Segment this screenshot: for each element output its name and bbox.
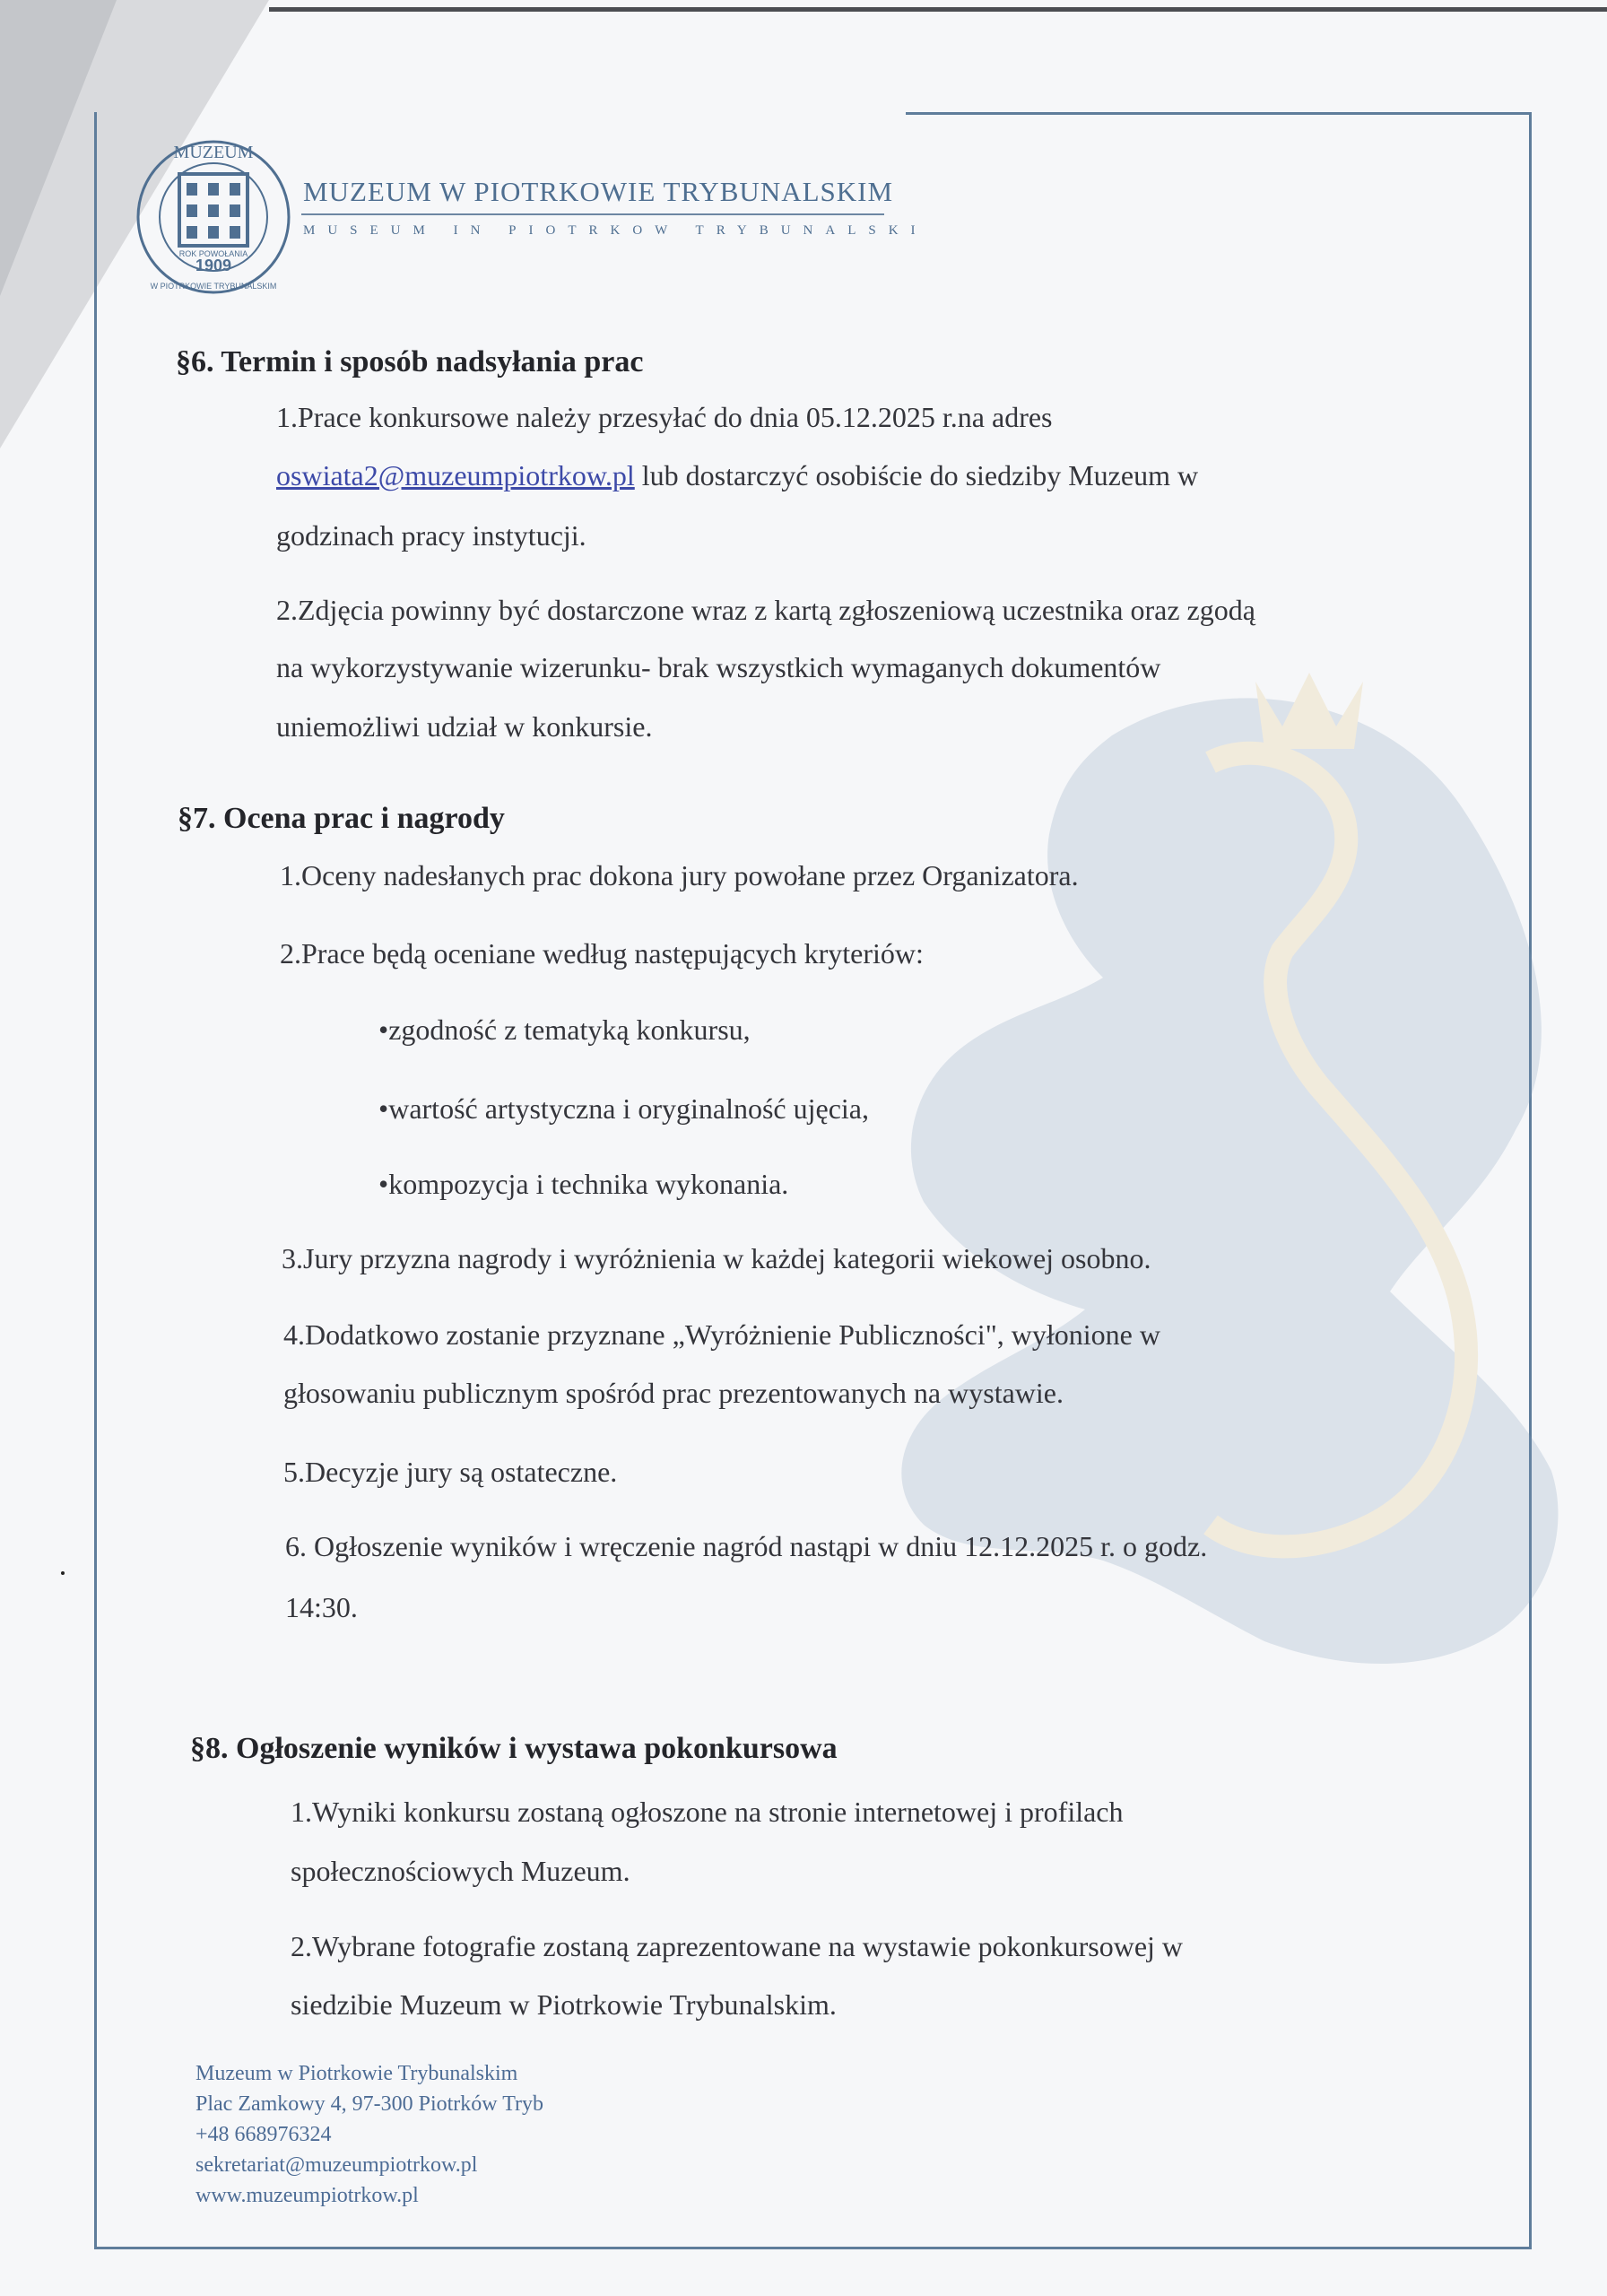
section7-p3: 3.Jury przyzna nagrody i wyróżnienia w każdej kategorii wiekowej osobno. bbox=[282, 1242, 1151, 1274]
section7-heading: §7. Ocena prac i nagrody bbox=[178, 802, 505, 835]
section7-p5: 5.Decyzje jury są ostateczne. bbox=[283, 1456, 618, 1488]
section7-p6-line1: 6. Ogłoszenie wyników i wręczenie nagród nastąpi w dniu 12.12.2025 r. o godz. bbox=[285, 1530, 1208, 1562]
footer-phone: +48 668976324 bbox=[195, 2123, 332, 2146]
section6-p2-line2: na wykorzystywanie wizerunku- brak wszystkich wymaganych dokumentów bbox=[276, 651, 1161, 683]
museum-logo-icon bbox=[133, 136, 294, 298]
section6-p1-line2 bbox=[276, 457, 1198, 493]
section7-p6-line2: 14:30. bbox=[285, 1591, 358, 1623]
section8-p2-line2: siedzibie Muzeum w Piotrkowie Trybunalskim. bbox=[291, 1988, 837, 2021]
museum-subtitle: MUSEUM IN PIOTRKOW TRYBUNALSKI bbox=[303, 223, 928, 238]
email-link[interactable]: oswiata2@muzeumpiotrkow.pl bbox=[276, 459, 635, 491]
footer-website[interactable]: www.muzeumpiotrkow.pl bbox=[195, 2184, 419, 2207]
section8-p2-line1: 2.Wybrane fotografie zostaną zaprezentowane na wystawie pokonkursowej w bbox=[291, 1930, 1184, 1962]
logo-top-text: MUZEUM bbox=[173, 143, 254, 162]
section8-p1-line1: 1.Wyniki konkursu zostaną ogłoszone na stronie internetowej i profilach bbox=[291, 1796, 1124, 1828]
scan-top-edge bbox=[269, 7, 1607, 12]
section7-bullet-1: •zgodność z tematyką konkursu, bbox=[378, 1013, 751, 1046]
museum-title: MUZEUM W PIOTRKOWIE TRYBUNALSKIM bbox=[303, 176, 894, 207]
section7-bullet-3: •kompozycja i technika wykonania. bbox=[378, 1168, 789, 1200]
logo-year: 1909 bbox=[195, 257, 232, 274]
section7-p4-line1: 4.Dodatkowo zostanie przyznane „Wyróżnienie Publiczności", wyłonione w bbox=[283, 1318, 1160, 1351]
logo-small-text: ROK POWOŁANIA bbox=[178, 249, 248, 258]
section7-p1: 1.Oceny nadesłanych prac dokona jury powołane przez Organizatora. bbox=[280, 859, 1079, 891]
footer-contact bbox=[195, 2058, 543, 2211]
section6-p1-line1: 1.Prace konkursowe należy przesyłać do dnia 05.12.2025 r.na adres bbox=[276, 401, 1053, 433]
scan-speck bbox=[61, 1571, 65, 1575]
footer-name: Muzeum w Piotrkowie Trybunalskim bbox=[195, 2062, 518, 2085]
section8-p1-line2: społecznościowych Muzeum. bbox=[291, 1855, 630, 1887]
section6-p1-line2-rest: lub dostarczyć osobiście do siedziby Muzeum w bbox=[634, 459, 1199, 491]
section6-p2-line1: 2.Zdjęcia powinny być dostarczone wraz z kartą zgłoszeniową uczestnika oraz zgodą bbox=[276, 594, 1255, 626]
section6-p1-line3: godzinach pracy instytucji. bbox=[276, 519, 586, 552]
section8-heading: §8. Ogłoszenie wyników i wystawa pokonkursowa bbox=[190, 1732, 838, 1765]
header-rule bbox=[301, 213, 884, 215]
section6-heading: §6. Termin i sposób nadsyłania prac bbox=[176, 345, 644, 378]
footer-email[interactable]: sekretariat@muzeumpiotrkow.pl bbox=[195, 2153, 478, 2177]
section7-bullet-2: •wartość artystyczna i oryginalność ujęcia, bbox=[378, 1092, 869, 1125]
page-frame-top bbox=[906, 112, 1529, 115]
eagle-watermark-icon bbox=[888, 664, 1569, 1740]
section7-p2: 2.Prace będą oceniane według następujących kryteriów: bbox=[280, 937, 924, 970]
logo-bottom-text: W PIOTRKOWIE TRYBUNALSKIM bbox=[150, 282, 277, 291]
section6-p2-line3: uniemożliwi udział w konkursie. bbox=[276, 710, 653, 743]
footer-address: Plac Zamkowy 4, 97-300 Piotrków Tryb bbox=[195, 2092, 544, 2116]
section7-p4-line2: głosowaniu publicznym spośród prac prezentowanych na wystawie. bbox=[283, 1377, 1064, 1409]
